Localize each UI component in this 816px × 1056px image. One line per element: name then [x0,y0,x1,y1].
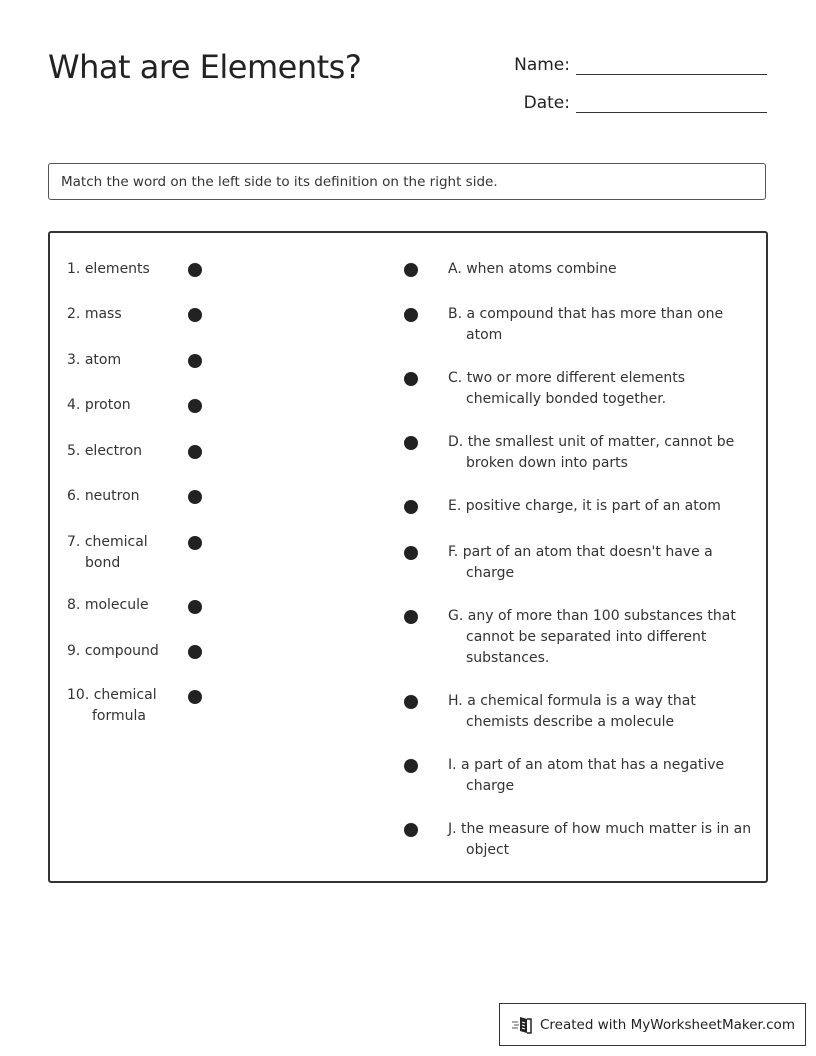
right-item-a [448,259,766,280]
item-number: 10. [67,687,90,703]
date-field-row [510,90,767,113]
matching-area [48,231,768,883]
date-input-line[interactable] [576,90,767,113]
right-dot-d[interactable] [404,436,418,450]
item-word: molecule [84,597,149,613]
item-letter: C. [448,370,463,386]
item-word: chemical bond [84,534,148,571]
left-item-8 [67,595,200,616]
item-number: 2. [67,306,81,322]
right-item-d [448,432,766,474]
left-item-3 [67,350,200,371]
right-item-h [448,691,726,733]
item-letter: G. [448,608,464,624]
right-dot-f[interactable] [404,546,418,560]
item-letter: I. [448,757,457,773]
right-dot-i[interactable] [404,759,418,773]
item-number: 5. [67,443,81,459]
item-word: chemical formula [92,687,157,724]
right-dot-h[interactable] [404,695,418,709]
item-letter: A. [448,261,462,277]
left-dot-2[interactable] [188,308,202,322]
item-number: 9. [67,643,81,659]
left-dot-6[interactable] [188,490,202,504]
item-definition: positive charge, it is part of an atom [465,498,721,514]
right-item-e [448,496,776,517]
footer-credit[interactable] [499,1003,806,1046]
item-number: 6. [67,488,81,504]
item-definition: a compound that has more than one atom [466,306,724,343]
left-dot-1[interactable] [188,263,202,277]
right-dot-c[interactable] [404,372,418,386]
left-dot-3[interactable] [188,354,202,368]
left-dot-4[interactable] [188,399,202,413]
left-item-1 [67,259,200,280]
item-word: compound [84,643,159,659]
name-input-line[interactable] [576,52,767,75]
left-dot-8[interactable] [188,600,202,614]
left-item-7 [67,532,185,574]
item-letter: H. [448,693,463,709]
item-definition: a chemical formula is a way that chemists describe a molecule [466,693,696,730]
worksheet-maker-logo-icon [512,1015,534,1035]
item-number: 8. [67,597,81,613]
right-dot-j[interactable] [404,823,418,837]
item-word: proton [84,397,131,413]
item-number: 4. [67,397,81,413]
right-dot-g[interactable] [404,610,418,624]
right-item-b [448,304,756,346]
item-definition: when atoms combine [466,261,617,277]
footer-text: Created with MyWorksheetMaker.com [540,1016,795,1033]
right-dot-b[interactable] [404,308,418,322]
left-item-2 [67,304,200,325]
item-word: neutron [84,488,140,504]
item-definition: the smallest unit of matter, cannot be broken down into parts [466,434,735,471]
left-item-6 [67,486,200,507]
date-label: Date: [523,93,570,113]
item-definition: any of more than 100 substances that cannot be separated into different substances. [466,608,736,666]
left-item-10 [67,685,192,727]
right-item-j [448,819,776,861]
right-item-i [448,755,751,797]
item-number: 3. [67,352,81,368]
right-dot-a[interactable] [404,263,418,277]
left-dot-10[interactable] [188,690,202,704]
right-dot-e[interactable] [404,500,418,514]
instructions-box [48,163,766,200]
right-item-c [448,368,726,410]
item-word: atom [84,352,122,368]
left-item-9 [67,641,200,662]
item-letter: J. [448,821,457,837]
item-letter: B. [448,306,463,322]
item-letter: E. [448,498,462,514]
item-word: electron [84,443,143,459]
page-title: What are Elements? [48,48,362,86]
instructions-text: Match the word on the left side to its definition on the right side. [61,173,498,190]
left-item-5 [67,441,200,462]
item-number: 7. [67,534,81,550]
item-letter: F. [448,544,459,560]
left-item-4 [67,395,200,416]
left-dot-9[interactable] [188,645,202,659]
item-definition: the measure of how much matter is in an object [461,821,752,858]
item-number: 1. [67,261,81,277]
name-label: Name: [514,55,570,75]
left-dot-5[interactable] [188,445,202,459]
item-word: elements [84,261,150,277]
left-dot-7[interactable] [188,536,202,550]
name-field-row [510,52,767,75]
item-letter: D. [448,434,464,450]
item-definition: part of an atom that doesn't have a charge [462,544,713,581]
item-definition: a part of an atom that has a negative charge [461,757,725,794]
right-item-f [448,542,741,584]
item-word: mass [84,306,122,322]
item-definition: two or more different elements chemically bonded together. [466,370,686,407]
right-item-g [448,606,766,669]
